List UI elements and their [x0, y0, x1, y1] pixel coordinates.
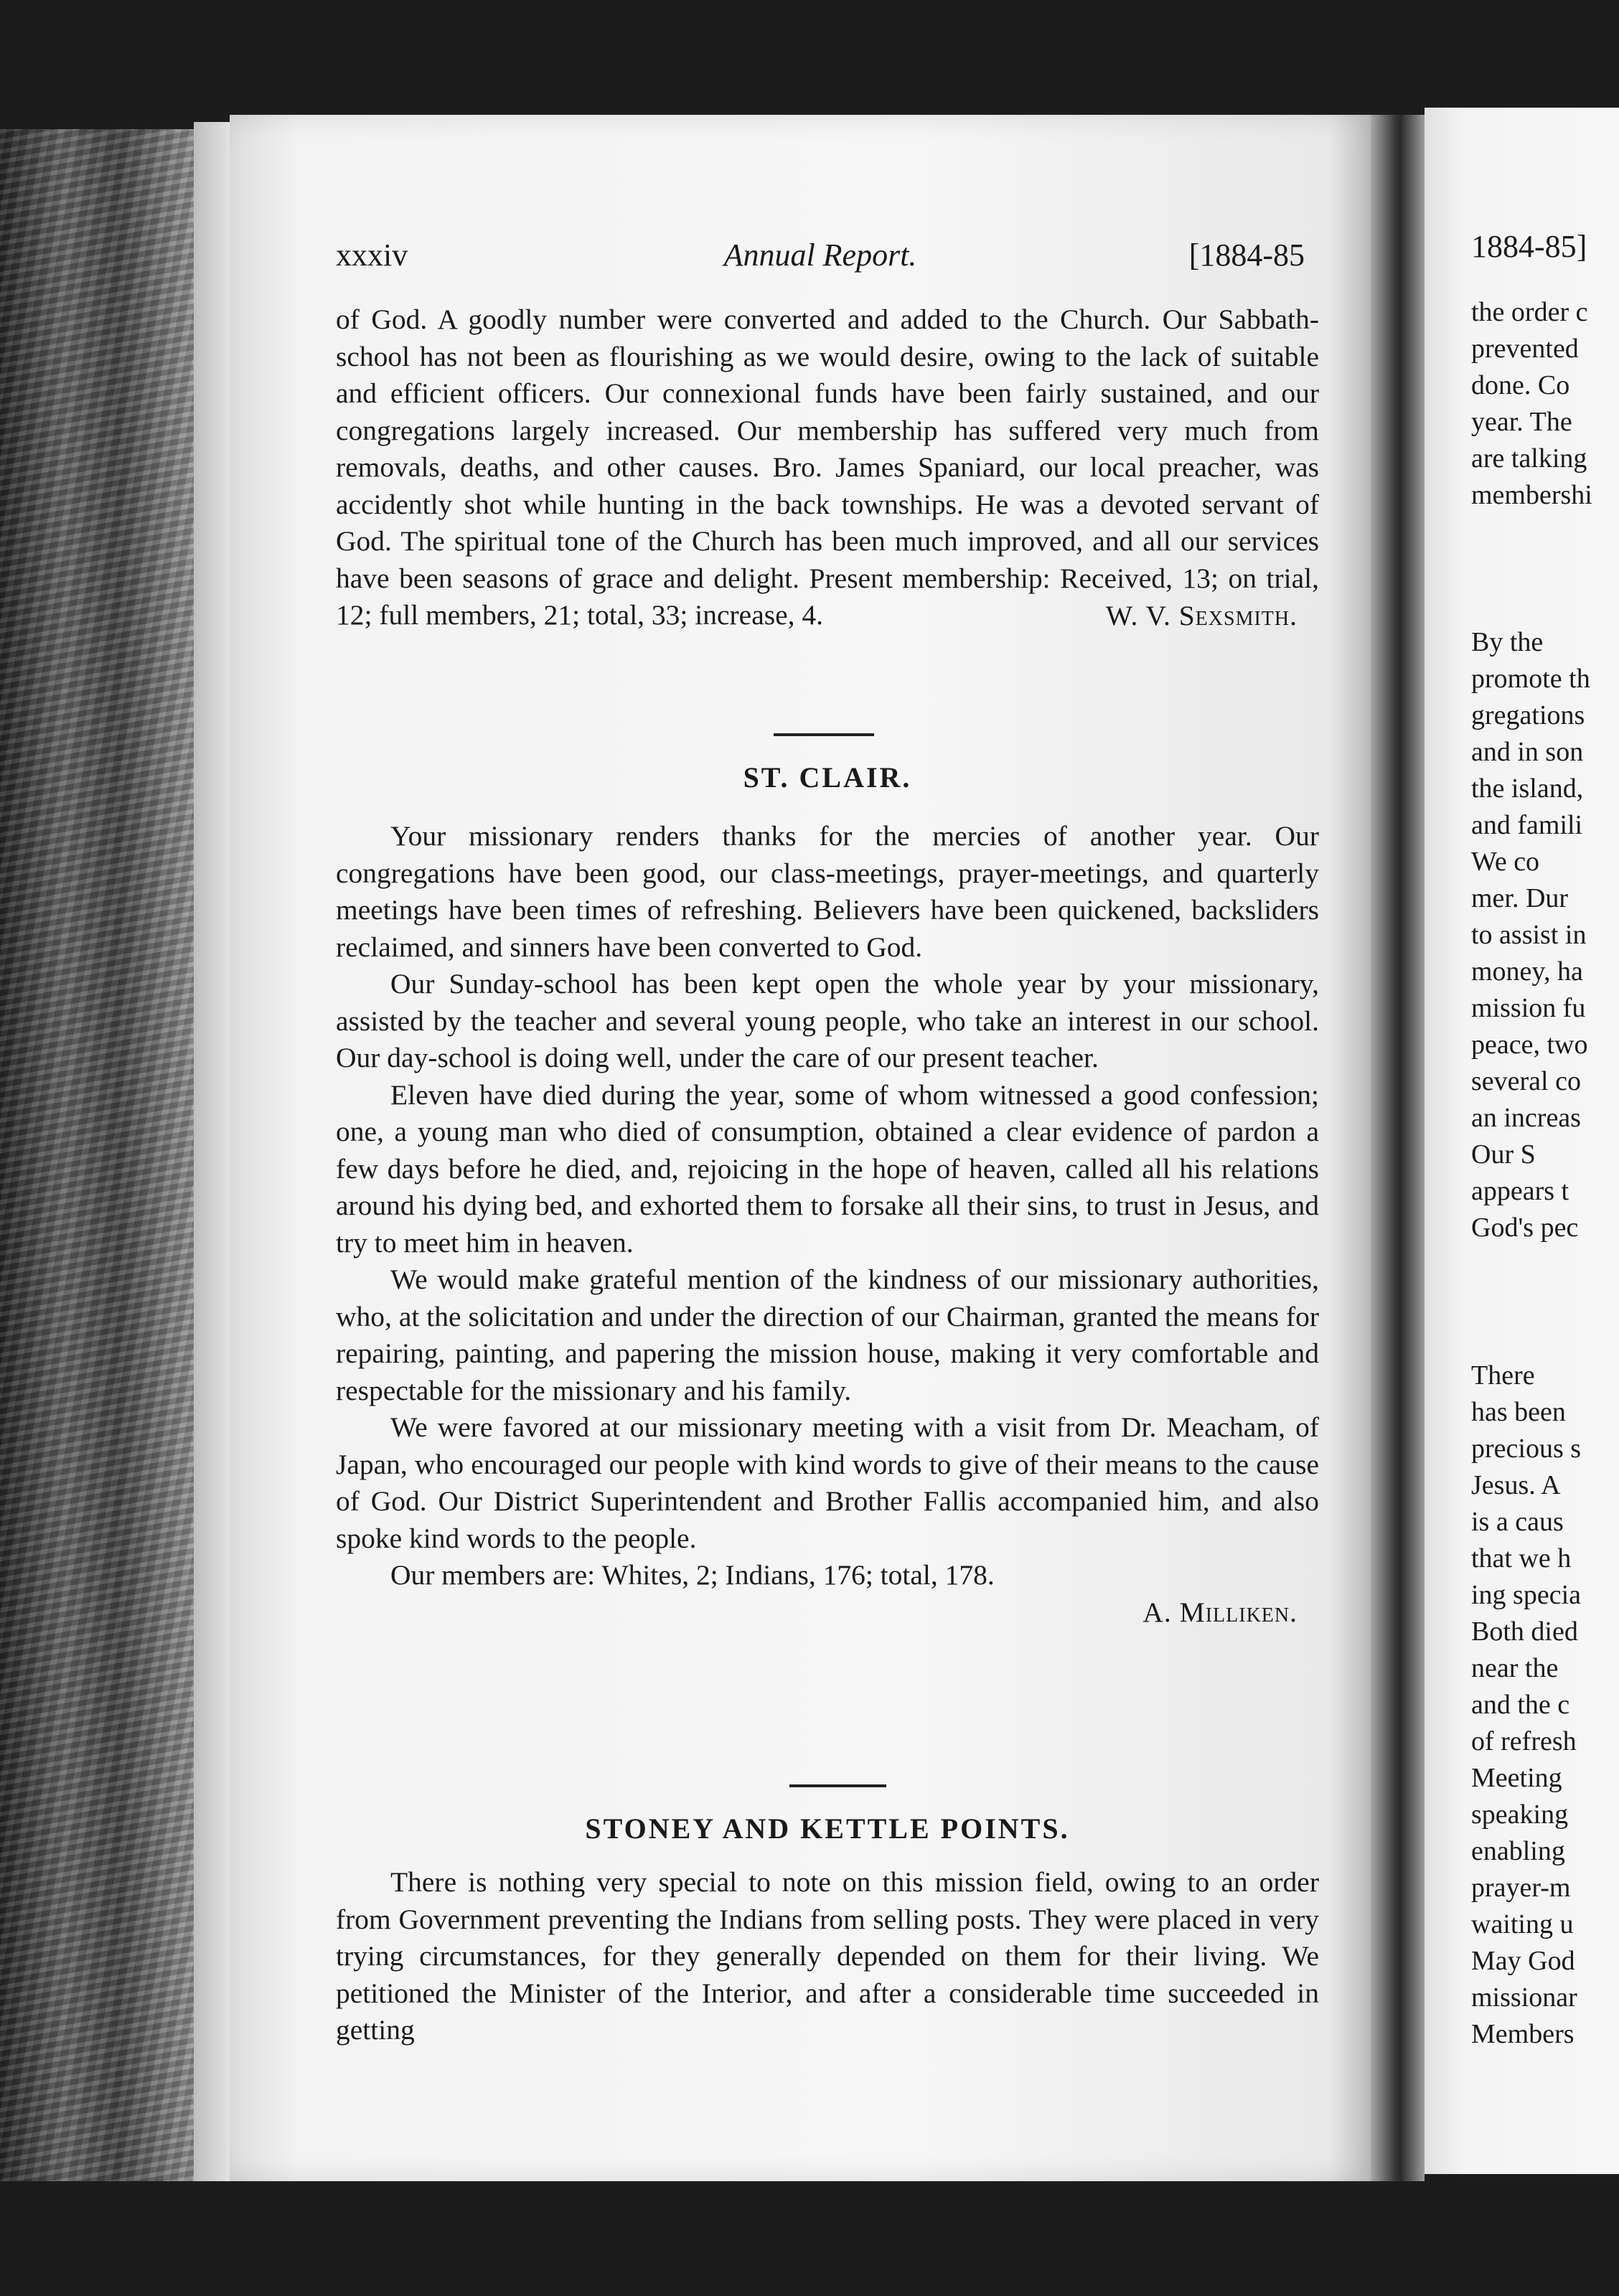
- right-page-line: enabling: [1471, 1836, 1565, 1866]
- right-text-block-3: [1471, 1358, 1581, 2053]
- right-page-line: prevented: [1471, 334, 1579, 364]
- st-clair-paragraph-3: Eleven have died during the year, some of whom witnessed a good confession; one, a young man who died of consumption, obtained a clear evidence of pardon a few days before he died, and, rejoicing in the hope of heaven, called all his relations around his dying bed, and exhorted them to forsake all their sins, to trust in Jesus, and try to meet him in heaven.: [336, 1078, 1319, 1258]
- right-page-line: Members: [1471, 2019, 1575, 2049]
- section-heading-stoney-kettle: STONEY AND KETTLE POINTS.: [585, 1812, 1070, 1845]
- right-page-line: that we h: [1471, 1543, 1572, 1573]
- intro-signature: W. V. Sexsmith.: [1105, 599, 1297, 631]
- right-page-line: gregations: [1471, 700, 1585, 730]
- stoney-kettle-block: [336, 1864, 1319, 2049]
- running-year: [1884-85: [1188, 237, 1305, 273]
- right-page-line: the order c: [1471, 297, 1588, 327]
- st-clair-paragraph-6: Our members are: Whites, 2; Indians, 176; total, 178.: [390, 1559, 995, 1591]
- right-page-line: an increas: [1471, 1103, 1581, 1133]
- section-heading-st-clair: ST. CLAIR.: [743, 761, 912, 794]
- right-page-line: and in son: [1471, 737, 1584, 767]
- right-page-line: of refresh: [1471, 1726, 1577, 1756]
- book-gutter: [1371, 115, 1425, 2181]
- st-clair-paragraph-1: Your missionary renders thanks for the mercies of another year. Our congregations have been good, our class-meetings, prayer-meetings, and quarterly meetings have been times of refreshing. Believers have been quickened, backsliders reclaimed, and sinners have been converted to God.: [336, 820, 1319, 963]
- right-text-block-1: [1471, 294, 1592, 514]
- right-page-line: done. Co: [1471, 370, 1570, 400]
- right-page-line: Both died: [1471, 1617, 1578, 1647]
- right-page-line: and famili: [1471, 810, 1583, 840]
- right-page-line: is a caus: [1471, 1507, 1564, 1537]
- st-clair-paragraph-4: We would make grateful mention of the kindness of our missionary authorities, who, at the solicitation and under the direction of our Chairman, granted the means for repairing, painting, and papering the mission house, making it very comfortable and respectable for the missionary and his family.: [336, 1264, 1319, 1406]
- right-page-line: We co: [1471, 847, 1540, 877]
- right-text-block-2: [1471, 624, 1590, 1246]
- right-page-line: Jesus. A: [1471, 1470, 1561, 1500]
- intro-block: [336, 301, 1319, 634]
- right-page-line: May God: [1471, 1946, 1575, 1976]
- right-page-line: There: [1471, 1360, 1535, 1391]
- right-page-line: money, ha: [1471, 956, 1583, 987]
- right-page-line: God's pec: [1471, 1213, 1579, 1243]
- right-page-line: Our S: [1471, 1139, 1536, 1170]
- right-page-line: year. The: [1471, 407, 1572, 437]
- right-page-line: to assist in: [1471, 920, 1587, 950]
- st-clair-paragraph-2: Our Sunday-school has been kept open the whole year by your missionary, assisted by the teacher and several young people, who take an interest in our school. Our day-school is doing well, under the care of our present teacher.: [336, 968, 1319, 1073]
- running-head: [336, 237, 1305, 280]
- right-page-line: several co: [1471, 1066, 1581, 1096]
- right-page-line: waiting u: [1471, 1909, 1574, 1939]
- right-page-line: missionar: [1471, 1982, 1577, 2013]
- right-page-line: prayer-m: [1471, 1873, 1571, 1903]
- right-page-line: mer. Dur: [1471, 883, 1569, 913]
- right-page-line: and the c: [1471, 1690, 1570, 1720]
- right-page-line: By the: [1471, 627, 1544, 657]
- section-divider: [789, 1784, 886, 1787]
- running-title: Annual Report.: [723, 237, 917, 273]
- right-page-line: mission fu: [1471, 993, 1586, 1023]
- st-clair-paragraph-5: We were favored at our missionary meeting with a visit from Dr. Meacham, of Japan, who encouraged our people with kind words to give of their means to the cause of God. Our District Superintendent and Brother Fallis accompanied him, and also spoke kind words to the people.: [336, 1411, 1319, 1554]
- right-page-line: speaking: [1471, 1799, 1569, 1830]
- page-stack-edge: [194, 122, 233, 2181]
- right-page-line: appears t: [1471, 1176, 1569, 1206]
- right-page-line: precious s: [1471, 1434, 1582, 1464]
- st-clair-block: [336, 818, 1319, 1631]
- marbled-book-edge: [0, 129, 215, 2181]
- stoney-kettle-paragraph-1: There is nothing very special to note on this mission field, owing to an order from Government preventing the Indians from selling posts. They were placed in very trying circumstances, for they generally depended on them for their living. We petitioned the Minister of the Interior, and after a considerable time succeeded in getting: [336, 1866, 1319, 2046]
- right-running-year: 1884-85]: [1471, 229, 1587, 264]
- right-page-line: the island,: [1471, 773, 1584, 804]
- page-folio: xxxiv: [336, 237, 408, 273]
- right-page-line: are talking: [1471, 443, 1587, 474]
- right-page-line: has been: [1471, 1397, 1566, 1427]
- section-divider: [774, 733, 874, 736]
- right-page-line: peace, two: [1471, 1030, 1588, 1060]
- right-page-line: near the: [1471, 1653, 1559, 1683]
- intro-paragraph: of God. A goodly number were converted and added to the Church. Our Sabbath-school has not been as flourishing as we would desire, owing to the lack of suitable and efficient officers. Our connexional funds have been fairly sustained, and our congregations largely increased. Our membership has suffered very much from removals, deaths, and other causes. Bro. James Spaniard, our local preacher, was accidently shot while hunting in the back townships. He was a devoted servant of God. The spiritual tone of the Church has been much improved, and all our services have been seasons of grace and delight. Present membership: Received, 13; on trial, 12; full members, 21; total, 33; increase, 4.: [336, 304, 1319, 631]
- st-clair-signature: A. Milliken.: [1142, 1596, 1297, 1628]
- right-page-line: membershi: [1471, 480, 1592, 510]
- right-page-line: ing specia: [1471, 1580, 1582, 1610]
- right-page-line: Meeting: [1471, 1763, 1562, 1793]
- right-page-line: promote th: [1471, 664, 1590, 694]
